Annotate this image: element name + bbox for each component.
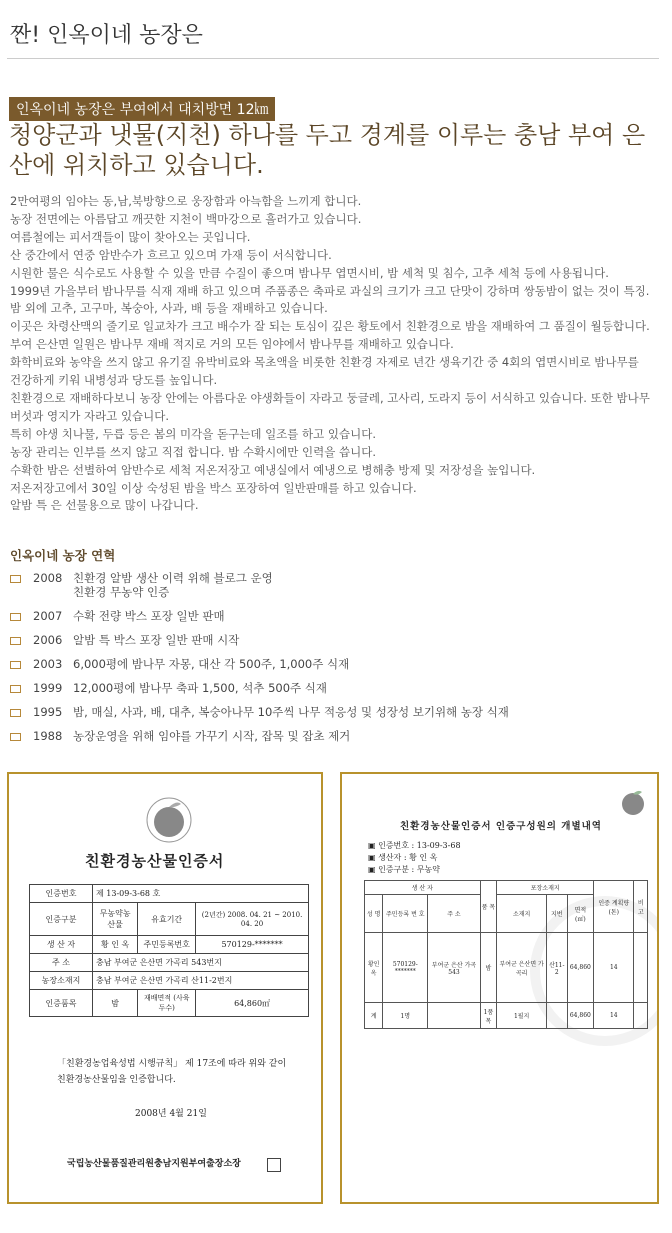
table-cell: 인증번호 (30, 885, 93, 903)
body-line: 화학비료와 농약을 쓰지 않고 유기질 유박비료와 목초액을 비롯한 친환경 자제로 년간 생육기간 중 4회의 엽면시비로 밤나무를 (10, 355, 639, 370)
bullet-icon (10, 613, 21, 621)
eco-cert-logo-icon (618, 788, 648, 816)
table-cell: 주 소 (30, 954, 93, 972)
detail-header (368, 840, 461, 876)
headline: 청양군과 냇물(지천) 하나를 두고 경계를 이루는 충남 부여 은산에 위치하고 있습니다. (9, 121, 646, 179)
table-cell: 황 인 옥 (93, 936, 138, 954)
history-text-line: 친환경 알밤 생산 이력 위해 블로그 운영 (73, 571, 273, 585)
official-seal-icon (267, 1158, 281, 1172)
certificate-paper (350, 786, 649, 1194)
table-row (365, 881, 648, 895)
certificate-table (29, 884, 309, 1017)
table-cell (547, 1003, 568, 1029)
table-cell: 64,860 (567, 1003, 594, 1029)
table-cell (428, 1003, 480, 1029)
body-line: 농장 관리는 인부를 쓰지 않고 직접 합니다. 밤 수확시에만 인력을 씁니다. (10, 444, 377, 459)
table-cell: 재배면적 (사육두수) (138, 990, 196, 1017)
table-cell: 생 산 자 (30, 936, 93, 954)
body-line: 친환경으로 재배하다보니 농장 안에는 아름다운 야생화들이 자라고 둥글레, 고사리, 도라지 등이 서식하고 있습니다. 또한 밤나무 (10, 390, 650, 405)
table-cell: 유효기간 (138, 903, 196, 936)
body-line: 특히 야생 치나물, 두릅 등은 봄의 미각을 돋구는데 일조를 하고 있습니다. (10, 426, 377, 441)
table-cell: 부여군 은산면 가곡리 (497, 933, 547, 1003)
table-cell: 충남 부여군 은산면 가곡리 산11-2번지 (93, 972, 309, 990)
table-cell: 지번 (547, 895, 568, 933)
table-cell: 계 (365, 1003, 383, 1029)
history-item (10, 571, 660, 599)
table-row (30, 972, 309, 990)
table-cell: 밤 (93, 990, 138, 1017)
table-row (30, 885, 309, 903)
bullet-icon (10, 575, 21, 583)
table-cell: 충남 부여군 은산면 가곡리 543번지 (93, 954, 309, 972)
history-text: 수확 전량 박스 포장 일반 판매 (73, 609, 225, 623)
body-line: 산 중간에서 연중 암반수가 흐르고 있으며 가재 등이 서식합니다. (10, 247, 332, 262)
table-cell: 황인옥 (365, 933, 383, 1003)
table-cell: 14 (594, 933, 634, 1003)
body-line: 수확한 밤은 선별하여 암반수로 세척 저온저장고 예냉실에서 예냉으로 병해충 방제 및 저장성을 높입니다. (10, 462, 536, 477)
history-text: 알밤 특 박스 포장 일반 판매 시작 (73, 633, 240, 647)
history-year: 2003 (33, 657, 63, 671)
history-item (10, 657, 660, 671)
table-cell: 1명 (383, 1003, 428, 1029)
history-item (10, 729, 660, 743)
body-line: 저온저장고에서 30일 이상 숙성된 밤을 박스 포장하여 일반판매를 하고 있습니다. (10, 480, 417, 495)
body-line: 이곳은 차령산맥의 줄기로 일교차가 크고 배수가 잘 되는 토심이 깊은 황토에서 친환경으로 밤을 재배하여 그 품질이 월등합니다. (10, 319, 650, 334)
certificate-paper (17, 786, 313, 1194)
history-year: 1988 (33, 729, 63, 743)
detail-title: 친환경농산물인증서 인증구성원의 개별내역 (400, 821, 602, 832)
certificate-statement: 「친환경농업육성법 시행규칙」 제 17조에 따라 위와 같이 친환경농산물임을 인증합니다. (57, 1059, 287, 1085)
body-line: 2만여평의 임야는 동,남,북방향으로 웅장함과 아늑함을 느끼게 합니다. (10, 194, 362, 208)
table-cell: 1품목 (480, 1003, 497, 1029)
history-item (10, 633, 660, 647)
table-row (30, 990, 309, 1017)
table-cell: 14 (594, 1003, 634, 1029)
table-row (365, 1003, 648, 1029)
history-text-line: 친환경 무농약 인증 (73, 585, 170, 599)
table-cell: 570129-******* (196, 936, 309, 954)
certificate-title: 친환경농산물인증서 (85, 852, 225, 870)
table-cell: 산11-2 (547, 933, 568, 1003)
history-list (10, 571, 660, 753)
table-cell: 생 산 자 (365, 881, 481, 895)
table-cell: 주민등록 번 호 (383, 895, 428, 933)
certificate-issuer: 국립농산물품질관리원충남지원부여출장소장 (67, 1159, 241, 1169)
history-year: 1999 (33, 681, 63, 695)
table-cell: 성 명 (365, 895, 383, 933)
history-text: 밤, 매실, 사과, 배, 대추, 복숭아나무 10주씩 나무 적응성 및 성장성 보기위해 농장 식재 (73, 705, 509, 719)
table-cell: 주 소 (428, 895, 480, 933)
body-line: 버섯과 영지가 자라고 있습니다. (10, 408, 170, 423)
history-year: 2008 (33, 571, 63, 585)
table-cell: 570129-******* (383, 933, 428, 1003)
body-line: 농장 전면에는 아름답고 깨끗한 지천이 백마강으로 흘러가고 있습니다. (10, 211, 362, 226)
table-cell: 품 목 (480, 881, 497, 933)
detail-header-line: ▣ 인증번호 : 13-09-3-68 (368, 841, 461, 850)
bullet-icon (10, 637, 21, 645)
certificate-date: 2008년 4월 21일 (135, 1109, 207, 1119)
bullet-icon (10, 733, 21, 741)
table-cell: 소재지 (497, 895, 547, 933)
location-badge: 인옥이네 농장은 부여에서 대치방면 12㎞ (9, 97, 275, 121)
detail-header-line: ▣ 생산자 : 황 인 옥 (368, 853, 438, 862)
body-line: 부여 은산면 일원은 밤나무 재배 적지로 거의 모든 임야에서 밤나무를 재배하고 있습니다. (10, 337, 454, 352)
certificate-image (7, 772, 323, 1204)
table-cell: 제 13-09-3-68 호 (93, 885, 309, 903)
history-item (10, 681, 660, 695)
table-cell: 1필지 (497, 1003, 547, 1029)
table-row (30, 903, 309, 936)
table-cell: 밤 (480, 933, 497, 1003)
table-cell: 64,860 (567, 933, 594, 1003)
history-text: 농장운영을 위해 임야를 가꾸기 시작, 잡목 및 잡초 제거 (73, 729, 351, 743)
eco-cert-logo-icon (143, 792, 195, 844)
body-line: 밤 외에 고추, 고구마, 복숭아, 사과, 배 등을 재배하고 있습니다. (10, 301, 328, 316)
table-cell: 비고 (634, 881, 648, 933)
history-year: 2006 (33, 633, 63, 647)
farm-description (10, 193, 660, 515)
detail-table (364, 880, 648, 1029)
table-cell: 면적 (㎡) (567, 895, 594, 933)
certificate-detail-image (340, 772, 659, 1204)
table-row (30, 954, 309, 972)
history-year: 1995 (33, 705, 63, 719)
table-cell: 인증품목 (30, 990, 93, 1017)
history-item (10, 609, 660, 623)
detail-header-line: ▣ 인증구분 : 무농약 (368, 865, 440, 874)
body-line: 건강하게 키워 내병성과 당도를 높입니다. (10, 373, 218, 388)
table-cell: 주민등록번호 (138, 936, 196, 954)
table-cell: 포장소재지 (497, 881, 594, 895)
table-cell: 부여군 은산 가곡 543 (428, 933, 480, 1003)
bullet-icon (10, 661, 21, 669)
bullet-icon (10, 685, 21, 693)
history-item (10, 705, 660, 719)
table-row (30, 936, 309, 954)
history-text: 6,000평에 밤나무 자몽, 대산 각 500주, 1,000주 식재 (73, 657, 350, 671)
page-title: 짠! 인옥이네 농장은 (10, 23, 203, 48)
bullet-icon (10, 709, 21, 717)
table-cell (634, 933, 648, 1003)
title-divider (7, 58, 659, 59)
body-line: 여름철에는 피서객들이 많이 찾아오는 곳입니다. (10, 229, 251, 244)
table-cell: 무농약농산물 (93, 903, 138, 936)
table-cell (634, 1003, 648, 1029)
history-title: 인옥이네 농장 연혁 (10, 548, 116, 563)
body-line: 1999년 가을부터 밤나무를 식재 재배 하고 있으며 주품종은 축파로 과실의 크기가 크고 단맛이 강하며 쌍동밤이 없는 것이 특징. (10, 283, 650, 298)
table-cell: 인증 계획량 (톤) (594, 881, 634, 933)
table-cell: 인증구분 (30, 903, 93, 936)
table-row (365, 933, 648, 1003)
table-cell: (2년간) 2008. 04. 21 ~ 2010. 04. 20 (196, 903, 309, 936)
table-cell: 농장소재지 (30, 972, 93, 990)
body-line: 알밤 특 은 선물용으로 많이 나갑니다. (10, 498, 199, 513)
table-cell: 64,860㎡ (196, 990, 309, 1017)
history-text (73, 571, 660, 599)
history-year: 2007 (33, 609, 63, 623)
body-line: 시원한 물은 식수로도 사용할 수 있을 만큼 수질이 좋으며 밤나무 엽면시비, 밤 세척 및 침수, 고추 세척 등에 사용됩니다. (10, 265, 609, 280)
history-text: 12,000평에 밤나무 축파 1,500, 석추 500주 식재 (73, 681, 328, 695)
